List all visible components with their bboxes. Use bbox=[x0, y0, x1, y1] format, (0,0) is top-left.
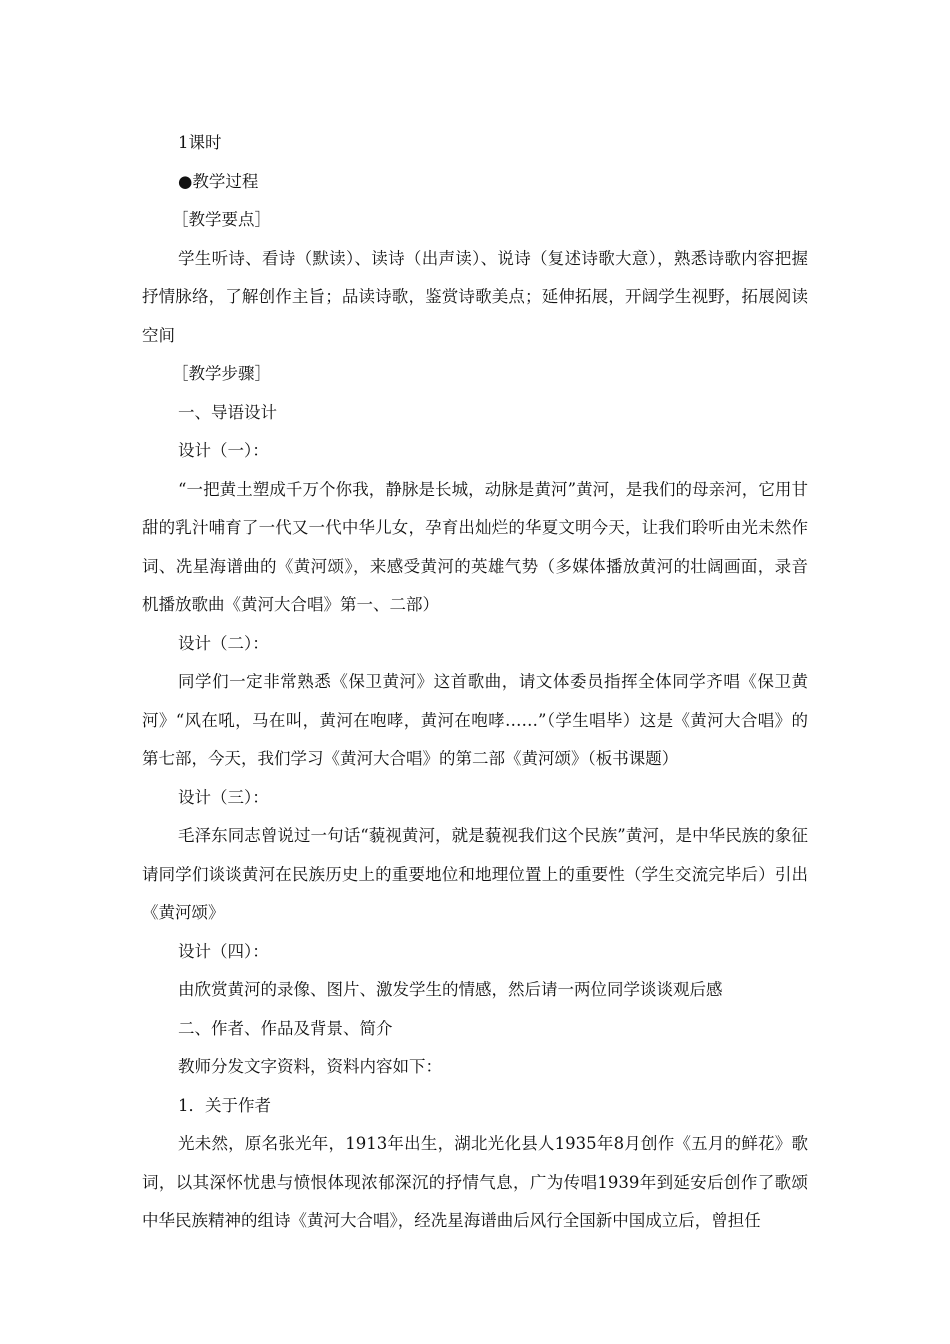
design-3-label: 设计（三）： bbox=[178, 787, 269, 807]
heading-author-background: 二、作者、作品及背景、简介 bbox=[178, 1018, 393, 1038]
design-3-paragraph: 毛泽东同志曾说过一句话“藐视黄河，就是藐视我们这个民族”黄河，是中华民族的象征请同学们谈谈黄河在民族历史上的重要地位和地理位置上的重要性（学生交流完毕后）引出《黄河颂》 bbox=[142, 826, 808, 922]
heading-intro-design: 一、导语设计 bbox=[178, 402, 277, 422]
document-page bbox=[142, 124, 808, 1241]
class-hours: 1课时 bbox=[178, 133, 222, 152]
design-1-label: 设计（一）： bbox=[178, 441, 269, 460]
subheading-teaching-steps: ［教学步骤］ bbox=[172, 364, 271, 383]
design-1-paragraph: “一把黄土塑成千万个你我，静脉是长城，动脉是黄河”黄河，是我们的母亲河，它用甘甜的乳汁哺育了一代又一代中华儿女，孕育出灿烂的华夏文明今天，让我们聆听由光未然作词、冼星海谱曲的《黄河颂》，来感受黄河的英雄气势（多媒体播放黄河的壮阔画面，录音机播放歌曲《黄河大合唱》第一、二部） bbox=[142, 479, 808, 614]
section-heading-teaching-process: ●教学过程 bbox=[178, 171, 259, 191]
paragraph-teaching-points: 学生听诗、看诗（默读）、读诗（出声读）、说诗（复述诗歌大意），熟悉诗歌内容把握抒情脉络，了解创作主旨；品读诗歌，鉴赏诗歌美点；延伸拓展，开阔学生视野，拓展阅读空间 bbox=[142, 248, 808, 345]
design-2-paragraph: 同学们一定非常熟悉《保卫黄河》这首歌曲，请文体委员指挥全体同学齐唱《保卫黄河》“风在吼，马在叫，黄河在咆哮，黄河在咆哮……”（学生唱毕）这是《黄河大合唱》的第七部，今天，我们学习《黄河大合唱》的第二部《黄河颂》（板书课题） bbox=[142, 672, 808, 768]
subheading-teaching-points: ［教学要点］ bbox=[172, 210, 271, 229]
subheading-about-author: 1．关于作者 bbox=[178, 1095, 271, 1115]
author-paragraph: 光未然，原名张光年，1913年出生，湖北光化县人1935年8月创作《五月的鲜花》歌词，以其深怀忧患与愤恨体现浓郁深沉的抒情气息，广为传唱1939年到延安后创作了歌颂中华民族精神的组诗《黄河大合唱》，经冼星海谱曲后风行全国新中国成立后，曾担任 bbox=[142, 1134, 808, 1230]
design-4-paragraph: 由欣赏黄河的录像、图片、激发学生的情感，然后请一两位同学谈谈观后感 bbox=[178, 980, 723, 999]
design-2-label: 设计（二）： bbox=[178, 633, 269, 653]
materials-intro: 教师分发文字资料，资料内容如下： bbox=[178, 1057, 442, 1076]
design-4-label: 设计（四）： bbox=[178, 941, 269, 961]
